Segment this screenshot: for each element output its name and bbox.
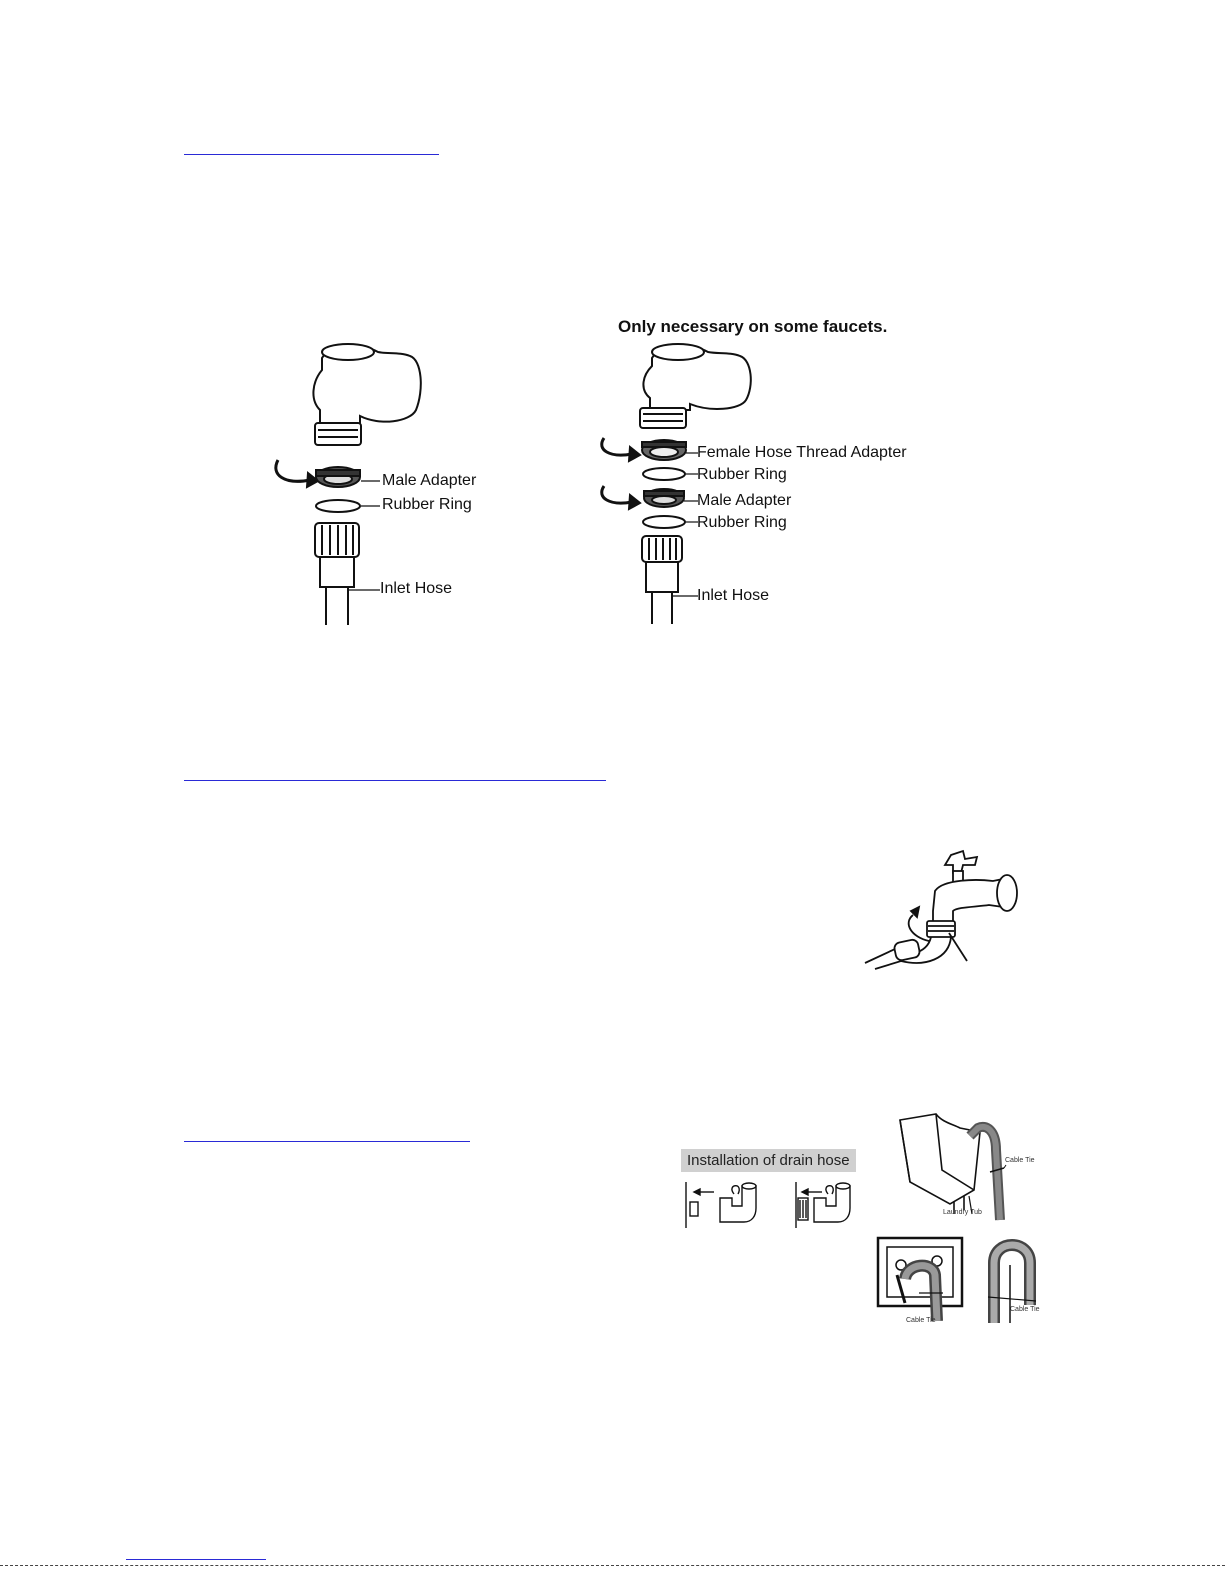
rotate-arrow-icon [602, 486, 640, 509]
laundry-tub-illustration [890, 1110, 1040, 1220]
section-1-heading-rule [184, 154, 439, 155]
rotate-arrow-icon [276, 460, 318, 487]
rubber-ring-icon [316, 500, 360, 512]
rubber-ring-icon [643, 468, 685, 480]
section-3-heading-rule [184, 1141, 470, 1142]
inlet-hose-icon [642, 536, 682, 624]
faucet-icon [640, 344, 751, 428]
male-adapter-icon [644, 489, 684, 507]
faucet-handle-icon [945, 851, 977, 873]
page-bottom-dashed-border [0, 1565, 1225, 1566]
diagram-b-note: Only necessary on some faucets. [618, 317, 888, 336]
drain-hose-label-box: Installation of drain hose [681, 1149, 856, 1172]
faucet-icon [313, 344, 420, 445]
diagram-a-rubber-ring-label: Rubber Ring [382, 496, 472, 513]
faucet-body-icon [933, 879, 1003, 923]
drain-hose-elbow-diagrams [680, 1180, 860, 1232]
diagram-b-female-adapter-label: Female Hose Thread Adapter [697, 444, 907, 461]
diagram-a-inlet-hose-label: Inlet Hose [380, 580, 453, 597]
rotate-arrow-icon [602, 438, 640, 461]
wall-box-illustration [875, 1235, 965, 1325]
rubber-ring-icon [643, 516, 685, 528]
diagram-b-inlet-hose-label: Inlet Hose [697, 587, 770, 604]
inlet-hose-icon [315, 523, 359, 625]
cable-tie-label-1: Cable Tie [1005, 1157, 1035, 1164]
diagram-b-rubber-ring-1-label: Rubber Ring [697, 466, 787, 483]
laundry-tub-label: Laundry Tub [943, 1209, 982, 1216]
diagram-b-male-adapter-label: Male Adapter [697, 492, 792, 509]
elbow-connector-icon [720, 1186, 756, 1222]
wall-flange-icon [997, 875, 1017, 911]
female-adapter-icon [642, 440, 686, 460]
cable-tie-label-2: Cable Tie [906, 1317, 936, 1324]
footer-rule [126, 1559, 266, 1560]
male-adapter-icon [316, 467, 360, 487]
diagram-b-rubber-ring-2-label: Rubber Ring [697, 514, 787, 531]
faucet-connection-illustration [865, 845, 1035, 970]
diagram-a-male-adapter-label: Male Adapter [382, 472, 477, 489]
section-2-heading-rule [184, 780, 606, 781]
laundry-tub-icon [900, 1114, 980, 1204]
cable-tie-label-3: Cable Tie [1010, 1306, 1040, 1313]
